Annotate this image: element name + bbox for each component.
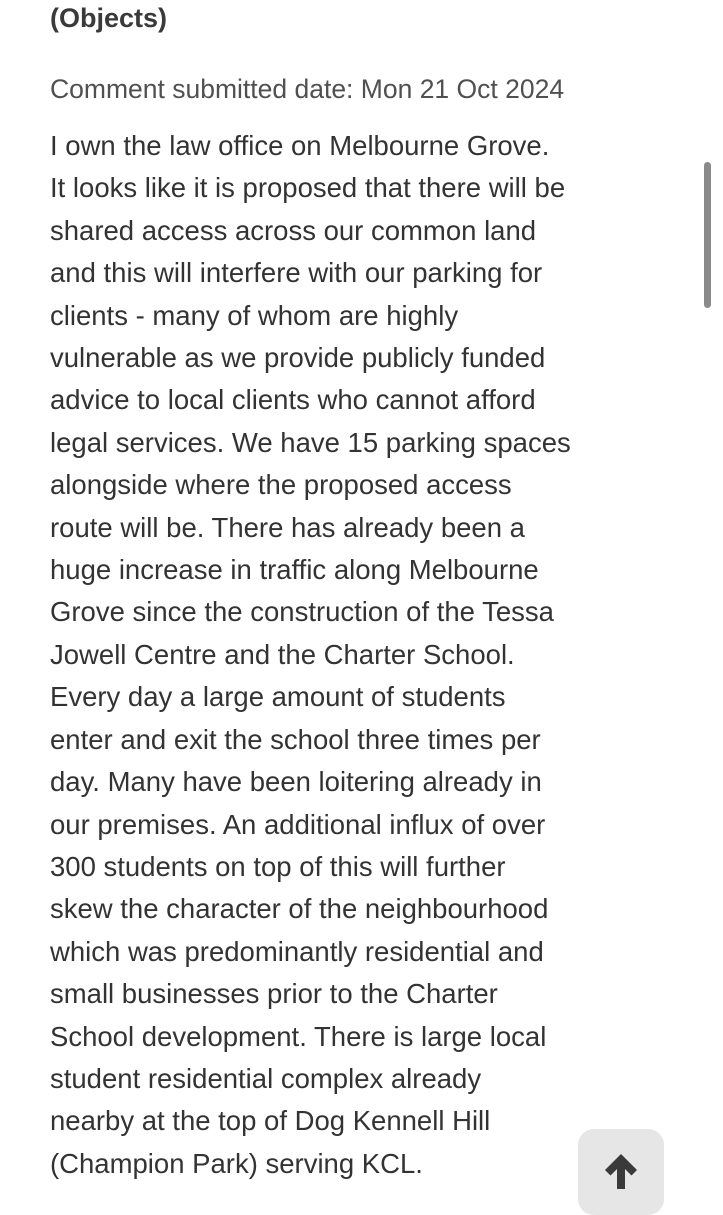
comment-line: nearby at the top of Dog Kennell Hill [50, 1105, 491, 1137]
comment-line: advice to local clients who cannot afford [50, 384, 536, 416]
arrow-up-icon [602, 1151, 640, 1191]
comment-line: small businesses prior to the Charter [50, 978, 498, 1010]
comment-line: huge increase in traffic along Melbourne [50, 554, 539, 586]
comment-line: student residential complex already [50, 1062, 482, 1094]
comment-line: clients - many of whom are highly [50, 299, 459, 331]
comment-body [50, 125, 690, 1185]
comment-line: vulnerable as we provide publicly funded [50, 342, 546, 374]
comment-line: enter and exit the school three times per [50, 723, 541, 755]
comment-stance: (Objects) [50, 3, 168, 33]
comment-line: route will be. There has already been a [50, 511, 525, 543]
comment-line: skew the character of the neighbourhood [50, 893, 549, 925]
scrollbar-thumb[interactable] [704, 162, 711, 308]
comment-line: our premises. An additional influx of over [50, 808, 546, 840]
comment-line: and this will interfere with our parking for [50, 257, 543, 289]
comment-line: alongside where the proposed access [50, 469, 512, 501]
comment-line: which was predominantly residential and [50, 935, 544, 967]
comment-line: Grove since the construction of the Tessa [50, 596, 554, 628]
comment-line: School development. There is large local [50, 1020, 547, 1052]
comment-line: It looks like it is proposed that there will be [50, 172, 566, 204]
comment-line: Jowell Centre and the Charter School. [50, 638, 515, 670]
comment-line: legal services. We have 15 parking spaces [50, 426, 571, 458]
comment-submitted-date: Comment submitted date: Mon 21 Oct 2024 [50, 74, 565, 104]
comment-line: shared access across our common land [50, 214, 537, 246]
comment-line: Every day a large amount of students [50, 681, 506, 713]
comment-line: day. Many have been loitering already in [50, 766, 542, 798]
comment-line: 300 students on top of this will further [50, 850, 506, 882]
comment-line: (Champion Park) serving KCL. [50, 1147, 423, 1179]
back-to-top-button[interactable] [578, 1129, 664, 1215]
comment-line: I own the law office on Melbourne Grove. [50, 130, 550, 161]
